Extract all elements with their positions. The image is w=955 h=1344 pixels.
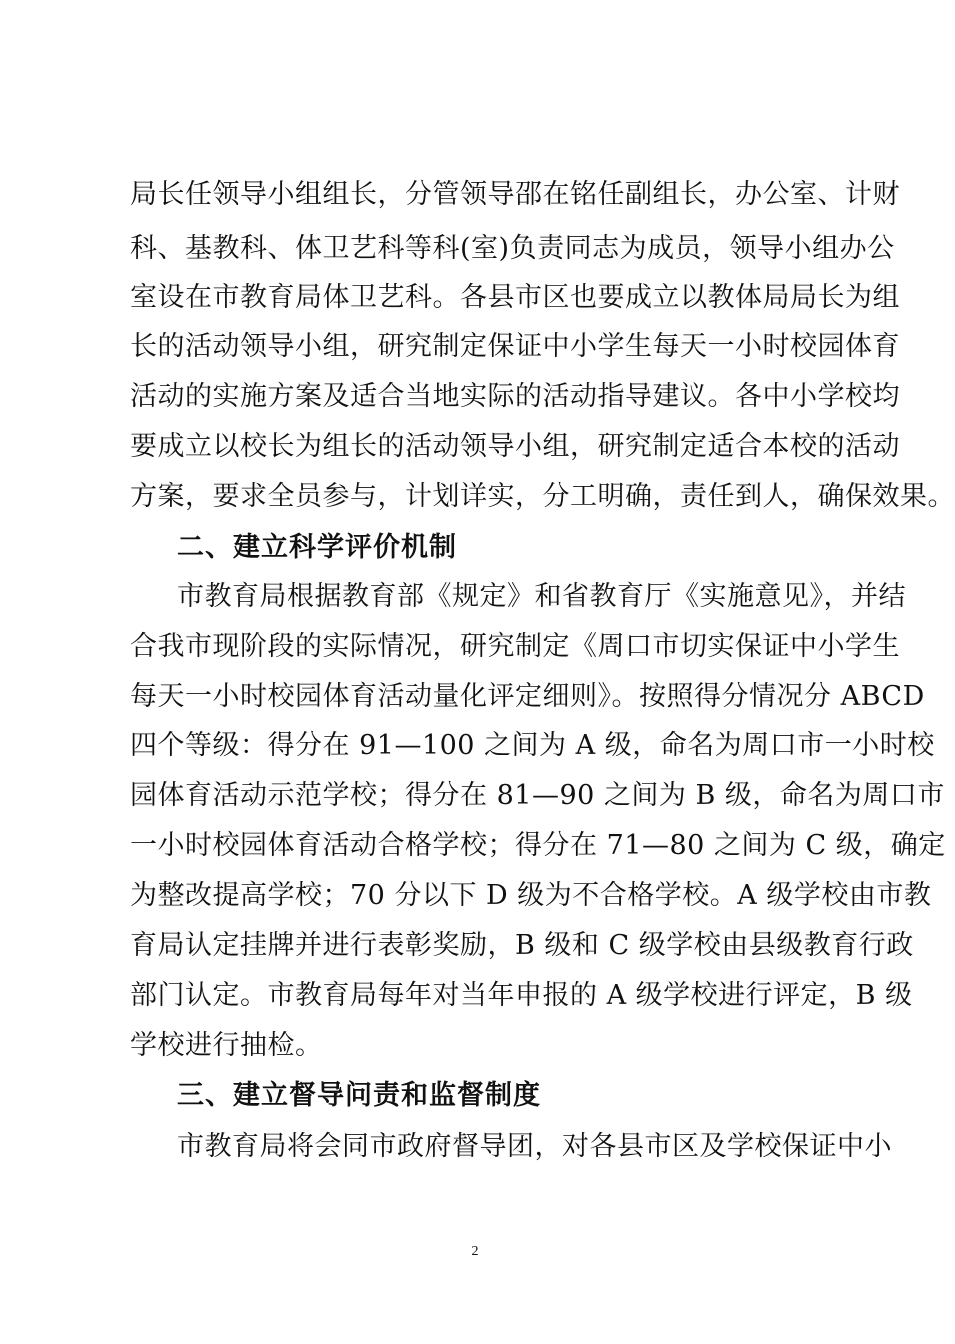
paragraph-2-line: 合我市现阶段的实际情况，研究制定《周口市切实保证中小学生 [130, 631, 900, 662]
paragraph-2-line: 一小时校园体育活动合格学校；得分在 71—80 之间为 C 级，确定 [130, 830, 946, 861]
paragraph-2-line: 园体育活动示范学校；得分在 81—90 之间为 B 级，命名为周口市 [130, 780, 945, 811]
paragraph-1-line: 科、基教科、体卫艺科等科(室)负责同志为成员，领导小组办公 [130, 233, 895, 264]
paragraph-2-line: 部门认定。市教育局每年对当年申报的 A 级学校进行评定，B 级 [130, 980, 913, 1011]
section-heading-2: 二、建立科学评价机制 [177, 532, 457, 563]
paragraph-1-line: 长的活动领导小组，研究制定保证中小学生每天一小时校园体育 [130, 331, 900, 362]
paragraph-1-line: 室设在市教育局体卫艺科。各县市区也要成立以教体局局长为组 [130, 282, 900, 313]
paragraph-2-line: 学校进行抽检。 [130, 1030, 323, 1061]
page-number: 2 [471, 1244, 479, 1259]
paragraph-2-line: 育局认定挂牌并进行表彰奖励，B 级和 C 级学校由县级教育行政 [130, 930, 914, 961]
paragraph-2-line: 为整改提高学校；70 分以下 D 级为不合格学校。A 级学校由市教 [130, 880, 932, 911]
paragraph-1-line: 活动的实施方案及适合当地实际的活动指导建议。各中小学校均 [130, 381, 900, 412]
paragraph-2-line: 每天一小时校园体育活动量化评定细则》。按照得分情况分 ABCD [130, 681, 925, 712]
section-heading-3: 三、建立督导问责和监督制度 [177, 1080, 541, 1111]
paragraph-3-line: 市教育局将会同市政府督导团，对各县市区及学校保证中小 [177, 1131, 892, 1162]
paragraph-1-line: 方案，要求全员参与，计划详实，分工明确，责任到人，确保效果。 [130, 481, 955, 512]
paragraph-1-line: 局长任领导小组组长，分管领导邵在铭任副组长，办公室、计财 [130, 179, 900, 210]
paragraph-2-line: 市教育局根据教育部《规定》和省教育厅《实施意见》，并结 [177, 581, 906, 612]
paragraph-1-line: 要成立以校长为组长的活动领导小组，研究制定适合本校的活动 [130, 431, 900, 462]
paragraph-2-line: 四个等级：得分在 91—100 之间为 A 级，命名为周口市一小时校 [130, 730, 935, 761]
